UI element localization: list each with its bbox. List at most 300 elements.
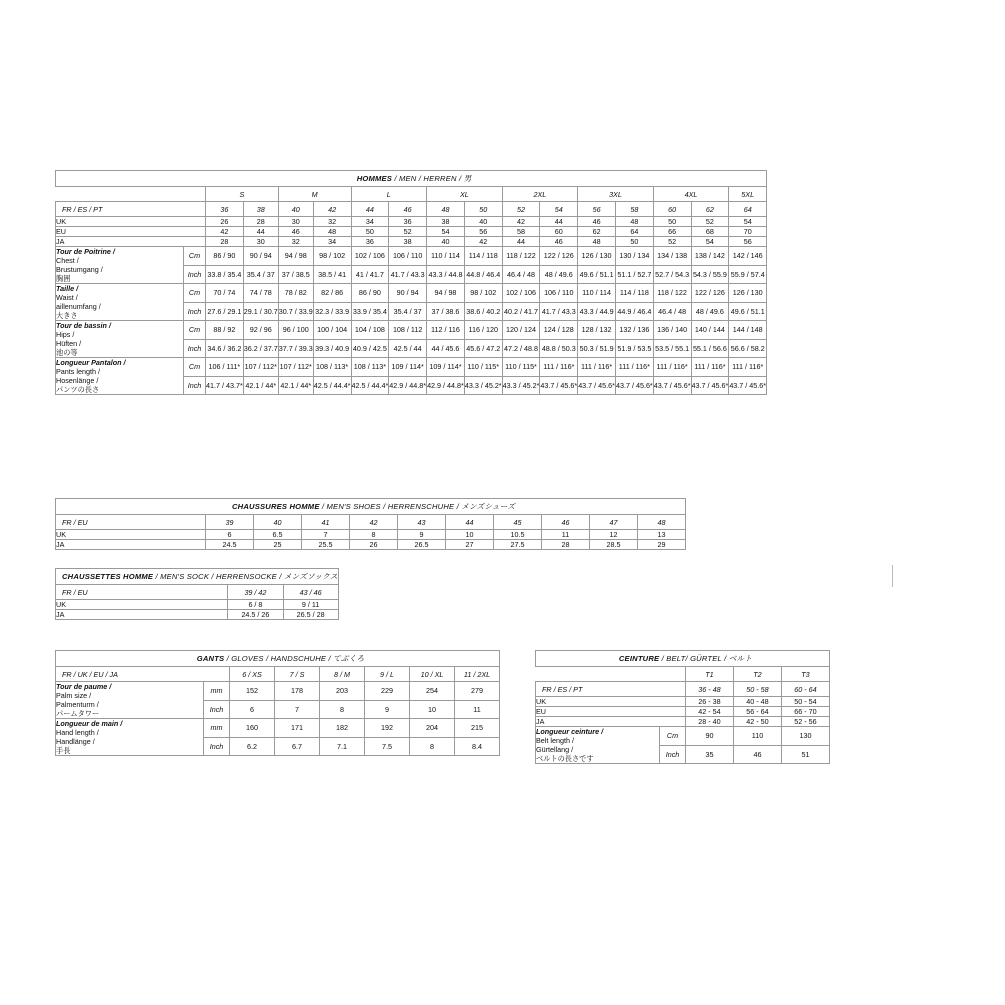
cell: 90	[686, 727, 734, 746]
cell: 50	[351, 227, 389, 237]
cell: 28	[243, 217, 278, 227]
cell: 11	[455, 700, 500, 719]
cell: 38.5 / 41	[313, 265, 351, 284]
belt-table-header	[536, 651, 830, 667]
cell: 45	[494, 515, 542, 530]
size-group-3XL: 3XL	[578, 187, 654, 202]
cell: 110 / 114	[427, 247, 465, 266]
cell: 138 / 142	[691, 247, 729, 266]
cell: 110 / 114	[578, 284, 616, 303]
cell: 52	[653, 237, 691, 247]
cell: 35	[686, 745, 734, 764]
page-mark	[892, 565, 893, 587]
cell: 48	[638, 515, 686, 530]
row-label: UK	[56, 600, 228, 610]
cell: 41.7 / 43.3	[389, 265, 427, 284]
label-line-2: Hand length /	[56, 728, 99, 737]
cell: 41.7 / 43.7*	[206, 376, 244, 395]
cell: 118 / 122	[653, 284, 691, 303]
cell: 203	[320, 682, 365, 701]
cell: 112 / 116	[427, 321, 465, 340]
cell: 107 / 112*	[278, 358, 313, 377]
cell: 25	[254, 540, 302, 550]
cell: 38.6 / 40.2	[464, 302, 502, 321]
cell: 111 / 116*	[653, 358, 691, 377]
cell: 51.9 / 53.5	[615, 339, 653, 358]
cell: 32	[278, 237, 313, 247]
cell: 130	[782, 727, 830, 746]
row-label-pants-length	[56, 358, 184, 395]
cell: 48 / 49.6	[691, 302, 729, 321]
cell: 78 / 82	[278, 284, 313, 303]
cell: 52 - 56	[782, 717, 830, 727]
cell: 40	[427, 237, 465, 247]
cell: 11 / 2XL	[455, 667, 500, 682]
belt-size-T2: T2	[734, 667, 782, 682]
cell: 42.1 / 44*	[243, 376, 278, 395]
cell: 42	[464, 237, 502, 247]
cell: 48.8 / 50.3	[540, 339, 578, 358]
belt-size-T1: T1	[686, 667, 734, 682]
label-line-2: Belt length /	[536, 736, 574, 745]
cell: 10	[446, 530, 494, 540]
mens-shoes-table-block	[55, 498, 686, 550]
label-line-4: 池の等	[56, 348, 78, 357]
cell: 6	[206, 530, 254, 540]
cell: 54	[540, 202, 578, 217]
cell: 102 / 106	[351, 247, 389, 266]
cell: 215	[455, 719, 500, 738]
cell: 30	[243, 237, 278, 247]
cell: 128 / 132	[578, 321, 616, 340]
cell: 43	[398, 515, 446, 530]
cell: 37 / 38.6	[427, 302, 465, 321]
cell: 43.3 / 45.2*	[464, 376, 502, 395]
cell: 160	[230, 719, 275, 738]
cell: 48	[615, 217, 653, 227]
cell: 74 / 78	[243, 284, 278, 303]
spacer-cell	[536, 667, 660, 682]
cell: 27.6 / 29.1	[206, 302, 244, 321]
size-group-5XL: 5XL	[729, 187, 767, 202]
cell: 43.7 / 45.6*	[691, 376, 729, 395]
cell: 86 / 90	[206, 247, 244, 266]
unit-cm: Cm	[184, 321, 206, 340]
cell: 204	[410, 719, 455, 738]
cell: 40 - 48	[734, 697, 782, 707]
cell: 37 / 38.5	[278, 265, 313, 284]
men-size-table	[55, 170, 767, 395]
cell: 182	[320, 719, 365, 738]
cell: 33.9 / 35.4	[351, 302, 389, 321]
socks-row-fr-eu	[56, 585, 339, 600]
cell: 27.5	[494, 540, 542, 550]
cell: 40.9 / 42.5	[351, 339, 389, 358]
cell: 24.5	[206, 540, 254, 550]
cell: 34	[313, 237, 351, 247]
men-row-ja	[56, 237, 767, 247]
shoes-table-header	[56, 499, 686, 515]
belt-row-eu	[536, 707, 830, 717]
row-label: JA	[536, 717, 686, 727]
cell: 33.8 / 35.4	[206, 265, 244, 284]
size-group-4XL: 4XL	[653, 187, 729, 202]
men-row-eu	[56, 227, 767, 237]
cell: 110	[734, 727, 782, 746]
cell: 140 / 144	[691, 321, 729, 340]
size-group-M: M	[278, 187, 351, 202]
men-table-header	[56, 171, 767, 187]
cell: 107 / 112*	[243, 358, 278, 377]
cell: 50 - 58	[734, 682, 782, 697]
spacer-cell	[56, 187, 184, 202]
cell: 66 - 70	[782, 707, 830, 717]
cell: 9	[365, 700, 410, 719]
cell: 11	[542, 530, 590, 540]
cell: 50	[653, 217, 691, 227]
label-line-4: パンツの長さ	[56, 385, 100, 394]
cell: 43.7 / 45.6*	[540, 376, 578, 395]
cell: 56 - 64	[734, 707, 782, 717]
cell: 254	[410, 682, 455, 701]
cell: 42.1 / 44*	[278, 376, 313, 395]
cell: 86 / 90	[351, 284, 389, 303]
cell: 56	[578, 202, 616, 217]
cell: 49.6 / 51.1	[578, 265, 616, 284]
cell: 122 / 126	[691, 284, 729, 303]
spacer-cell	[184, 187, 206, 202]
label-line-3: aillenumfang /	[56, 302, 101, 311]
shoes-row-uk	[56, 530, 686, 540]
cell: 27	[446, 540, 494, 550]
cell: 26 - 38	[686, 697, 734, 707]
cell: 35.4 / 37	[243, 265, 278, 284]
cell: 126 / 130	[729, 284, 767, 303]
cell: 28.5	[590, 540, 638, 550]
cell: 42	[313, 202, 351, 217]
cell: 10 / XL	[410, 667, 455, 682]
belt-table	[535, 650, 830, 764]
cell: 110 / 115*	[464, 358, 502, 377]
cell: 7	[302, 530, 350, 540]
label-line-2: Waist /	[56, 293, 78, 302]
cell: 42	[206, 227, 244, 237]
label-line-2: Palm size /	[56, 691, 92, 700]
men-row-pants-cm	[56, 358, 767, 377]
cell: 55.1 / 56.6	[691, 339, 729, 358]
cell: 35.4 / 37	[389, 302, 427, 321]
cell: 94 / 98	[278, 247, 313, 266]
cell: 25.5	[302, 540, 350, 550]
label-line-4: 胸囲	[56, 274, 71, 283]
cell: 106 / 110	[389, 247, 427, 266]
cell: 6.7	[275, 737, 320, 756]
cell: 42.5 / 44.4*	[313, 376, 351, 395]
cell: 54	[729, 217, 767, 227]
cell: 26.5	[398, 540, 446, 550]
row-label-chest	[56, 247, 184, 284]
cell: 30	[278, 217, 313, 227]
cell: 111 / 116*	[691, 358, 729, 377]
men-row-fr-es-pt	[56, 202, 767, 217]
shoes-title-bold: CHAUSSURES HOMME	[232, 501, 320, 511]
row-label: EU	[536, 707, 686, 717]
label-line-1: Tour de bassin /	[56, 321, 111, 330]
cell: 70	[729, 227, 767, 237]
cell: 7	[275, 700, 320, 719]
men-row-waist-cm	[56, 284, 767, 303]
cell: 94 / 98	[427, 284, 465, 303]
cell: 44	[243, 227, 278, 237]
cell: 8.4	[455, 737, 500, 756]
cell: 36.2 / 37.7	[243, 339, 278, 358]
cell: 192	[365, 719, 410, 738]
belt-size-T3: T3	[782, 667, 830, 682]
unit-inch: Inch	[204, 737, 230, 756]
cell: 39 / 42	[228, 585, 283, 600]
cell: 46.4 / 48	[653, 302, 691, 321]
cell: 40	[464, 217, 502, 227]
cell: 34.6 / 36.2	[206, 339, 244, 358]
row-label: UK	[56, 530, 206, 540]
belt-title-cell	[536, 651, 830, 667]
mens-socks-table-block	[55, 568, 339, 620]
cell: 44	[502, 237, 540, 247]
socks-title-bold: CHAUSSETTES HOMME	[62, 571, 154, 581]
cell: 50	[464, 202, 502, 217]
cell: 52.7 / 54.3	[653, 265, 691, 284]
cell: 132 / 136	[615, 321, 653, 340]
unit-cm: Cm	[660, 727, 686, 746]
cell: 152	[230, 682, 275, 701]
cell: 41	[302, 515, 350, 530]
row-label: EU	[56, 227, 206, 237]
belt-title-bold: CEINTURE	[618, 653, 660, 663]
cell: 116 / 120	[464, 321, 502, 340]
cell: 28 - 40	[686, 717, 734, 727]
cell: 58	[615, 202, 653, 217]
row-label: UK	[56, 217, 206, 227]
cell: 124 / 128	[540, 321, 578, 340]
shoes-row-fr-eu	[56, 515, 686, 530]
cell: 60 - 64	[782, 682, 830, 697]
label-line-3: Brustumgang /	[56, 265, 103, 274]
row-label: UK	[536, 697, 686, 707]
cell: 44.9 / 46.4	[615, 302, 653, 321]
size-group-XL: XL	[427, 187, 503, 202]
cell: 43.3 / 45.2*	[502, 376, 540, 395]
cell: 92 / 96	[243, 321, 278, 340]
cell: 28	[542, 540, 590, 550]
unit-cm: Cm	[184, 284, 206, 303]
cell: 26	[206, 217, 244, 227]
cell: 7.5	[365, 737, 410, 756]
cell: 42 - 54	[686, 707, 734, 717]
cell: 106 / 110	[540, 284, 578, 303]
socks-title-cell	[56, 569, 339, 585]
label-line-3: Handlänge /	[56, 737, 95, 746]
gloves-title-bold: GANTS	[196, 653, 225, 663]
men-row-chest-cm	[56, 247, 767, 266]
cell: 42.5 / 44	[389, 339, 427, 358]
cell: 52	[502, 202, 540, 217]
cell: 108 / 113*	[313, 358, 351, 377]
cell: 68	[691, 227, 729, 237]
cell: 49.6 / 51.1	[729, 302, 767, 321]
cell: 134 / 138	[653, 247, 691, 266]
cell: 54	[691, 237, 729, 247]
cell: 10	[410, 700, 455, 719]
cell: 54	[427, 227, 465, 237]
cell: 43.3 / 44.8	[427, 265, 465, 284]
cell: 36	[351, 237, 389, 247]
socks-table-header	[56, 569, 339, 585]
unit-inch: Inch	[204, 700, 230, 719]
cell: 46	[389, 202, 427, 217]
cell: 6.2	[230, 737, 275, 756]
cell: 110 / 115*	[502, 358, 540, 377]
spacer-cell	[660, 667, 686, 682]
cell: 46	[578, 217, 616, 227]
gloves-table-block	[55, 650, 500, 756]
cell: 47	[590, 515, 638, 530]
cell: 36 - 48	[686, 682, 734, 697]
cell: 66	[653, 227, 691, 237]
unit-mm: mm	[204, 719, 230, 738]
cell: 46	[540, 237, 578, 247]
cell: 48	[578, 237, 616, 247]
cell: 136 / 140	[653, 321, 691, 340]
socks-row-uk	[56, 600, 339, 610]
cell: 62	[578, 227, 616, 237]
cell: 6 / 8	[228, 600, 283, 610]
cell: 10.5	[494, 530, 542, 540]
cell: 58	[502, 227, 540, 237]
cell: 43.7 / 45.6*	[729, 376, 767, 395]
label-line-1: Longueur ceinture /	[536, 727, 604, 736]
men-row-uk	[56, 217, 767, 227]
cell: 82 / 86	[313, 284, 351, 303]
cell: 46	[734, 745, 782, 764]
cell: 40.2 / 41.7	[502, 302, 540, 321]
cell: 38	[389, 237, 427, 247]
cell: 34	[351, 217, 389, 227]
cell: 42.9 / 44.8*	[427, 376, 465, 395]
shoes-row-ja	[56, 540, 686, 550]
cell: 130 / 134	[615, 247, 653, 266]
cell: 111 / 116*	[729, 358, 767, 377]
cell: 24.5 / 26	[228, 610, 283, 620]
cell: 40	[278, 202, 313, 217]
cell: 51.1 / 52.7	[615, 265, 653, 284]
unit-inch: Inch	[184, 265, 206, 284]
cell: 52	[389, 227, 427, 237]
unit-inch: Inch	[184, 302, 206, 321]
cell: 104 / 108	[351, 321, 389, 340]
row-label-palm-size	[56, 682, 204, 719]
cell: 9	[398, 530, 446, 540]
men-size-table-block	[55, 170, 767, 395]
cell: 36	[389, 217, 427, 227]
cell: 111 / 116*	[578, 358, 616, 377]
men-title-cell	[56, 171, 767, 187]
gloves-table-header	[56, 651, 500, 667]
belt-row-length-cm	[536, 727, 830, 746]
cell: 56.6 / 58.2	[729, 339, 767, 358]
cell: 62	[691, 202, 729, 217]
row-label: JA	[56, 610, 228, 620]
cell: 50 - 54	[782, 697, 830, 707]
cell: 118 / 122	[502, 247, 540, 266]
cell: 50	[615, 237, 653, 247]
cell: 43.3 / 44.9	[578, 302, 616, 321]
cell: 60	[540, 227, 578, 237]
cell: 9 / L	[365, 667, 410, 682]
row-label-waist	[56, 284, 184, 321]
label-line-1: Taille /	[56, 284, 79, 293]
cell: 54.3 / 55.9	[691, 265, 729, 284]
row-label-hand-length	[56, 719, 204, 756]
cell: 60	[653, 202, 691, 217]
label-line-4: ベルトの長さです	[536, 754, 594, 763]
cell: 55.9 / 57.4	[729, 265, 767, 284]
cell: 44 / 45.6	[427, 339, 465, 358]
cell: 126 / 130	[578, 247, 616, 266]
mens-socks-table	[55, 568, 339, 620]
cell: 44.8 / 46.4	[464, 265, 502, 284]
label-line-4: 手長	[56, 746, 71, 755]
unit-inch: Inch	[660, 745, 686, 764]
cell: 12	[590, 530, 638, 540]
cell: 46.4 / 48	[502, 265, 540, 284]
row-label-hips	[56, 321, 184, 358]
gloves-table	[55, 650, 500, 756]
cell: 142 / 146	[729, 247, 767, 266]
belt-row-fr-es-pt	[536, 682, 830, 697]
cell: 171	[275, 719, 320, 738]
cell: 50.3 / 51.9	[578, 339, 616, 358]
cell: 44	[446, 515, 494, 530]
label-line-1: Tour de Poitrine /	[56, 247, 115, 256]
label-line-4: パームタワー	[56, 709, 100, 718]
cell: 29	[638, 540, 686, 550]
cell: 8	[410, 737, 455, 756]
unit-cm: Cm	[184, 358, 206, 377]
cell: 114 / 118	[615, 284, 653, 303]
label-line-4: 大きさ	[56, 311, 78, 320]
cell: 52	[691, 217, 729, 227]
cell: 109 / 114*	[389, 358, 427, 377]
cell: 70 / 74	[206, 284, 244, 303]
label-line-2: Pants length /	[56, 367, 100, 376]
cell: 36	[206, 202, 244, 217]
cell: 43.7 / 45.6*	[578, 376, 616, 395]
cell: 178	[275, 682, 320, 701]
cell: 48	[427, 202, 465, 217]
gloves-row-palm-mm	[56, 682, 500, 701]
belt-table-block	[535, 650, 830, 764]
cell: 42.5 / 44.4*	[351, 376, 389, 395]
cell: 98 / 102	[313, 247, 351, 266]
row-label: FR / UK / EU / JA	[56, 667, 230, 682]
cell: 42	[350, 515, 398, 530]
cell: 98 / 102	[464, 284, 502, 303]
gloves-size-row	[56, 667, 500, 682]
cell: 42 - 50	[734, 717, 782, 727]
cell: 26	[350, 540, 398, 550]
label-line-1: Longueur Pantalon /	[56, 358, 126, 367]
label-line-3: Hosenlänge /	[56, 376, 99, 385]
